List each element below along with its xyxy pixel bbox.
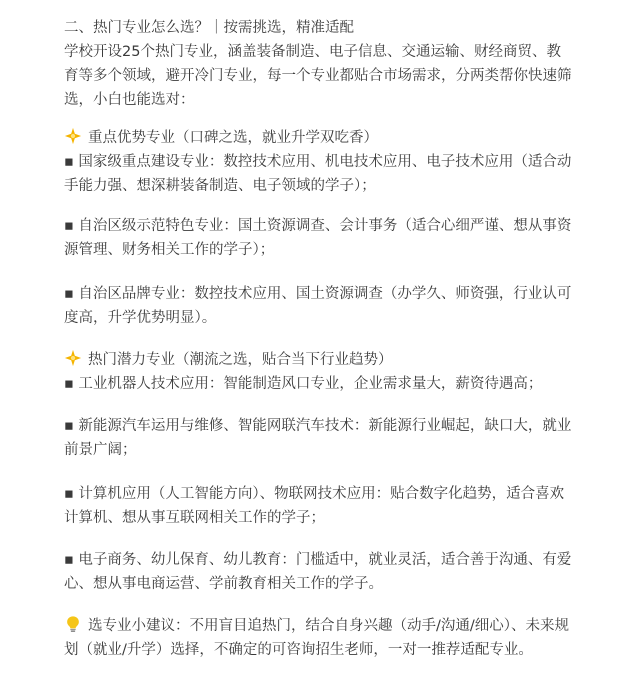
lightbulb-icon — [64, 615, 82, 633]
group1-heading: 重点优势专业（口碑之选，就业升学双吃香） — [88, 130, 378, 146]
group2-heading-row — [64, 348, 574, 372]
group1-item-1: ▪ 国家级重点建设专业：数控技术应用、机电技术应用、电子技术应用（适合动手能力强、想深耕装备制造、电子领域的学子）； — [64, 154, 572, 194]
tip-paragraph — [64, 614, 574, 662]
intro-paragraph: 学校开设25个热门专业，涵盖装备制造、电子信息、交通运输、财经商贸、教育等多个领域，避开冷门专业，每一个专业都贴合市场需求，分两类帮你快速筛选，小白也能选对： — [64, 44, 572, 108]
sparkle-icon — [64, 349, 82, 367]
group2-item-4: ▪ 电子商务、幼儿保育、幼儿教育：门槛适中，就业灵活，适合善于沟通、有爱心、想从事电商运营、学前教育相关工作的学子。 — [64, 552, 572, 592]
group2-item-1: ▪ 工业机器人技术应用：智能制造风口专业，企业需求量大，薪资待遇高； — [64, 376, 543, 392]
group2-heading: 热门潜力专业（潮流之选，贴合当下行业趋势） — [88, 352, 393, 368]
group1-item-3: ▪ 自治区品牌专业：数控技术应用、国土资源调查（办学久、师资强，行业认可度高，升学优势明显）。 — [64, 286, 572, 326]
group2-item-2: ▪ 新能源汽车运用与维修、智能网联汽车技术：新能源行业崛起，缺口大，就业前景广阔； — [64, 418, 572, 458]
group2-item-3: ▪ 计算机应用（人工智能方向）、物联网技术应用：贴合数字化趋势，适合喜欢计算机、想从事互联网相关工作的学子； — [64, 486, 565, 526]
group1-heading-row — [64, 126, 574, 150]
tip-text: 选专业小建议：不用盲目追热门，结合自身兴趣（动手/沟通/细心）、未来规划（就业/升学）选择，不确定的可咨询招生老师，一对一推荐适配专业。 — [64, 618, 570, 658]
group1-item-2: ▪ 自治区级示范特色专业：国土资源调查、会计事务（适合心细严谨、想从事资源管理、财务相关工作的学子）； — [64, 218, 572, 258]
sparkle-icon — [64, 127, 82, 145]
section-title: 二、热门专业怎么选？｜按需挑选，精准适配 — [64, 20, 354, 36]
